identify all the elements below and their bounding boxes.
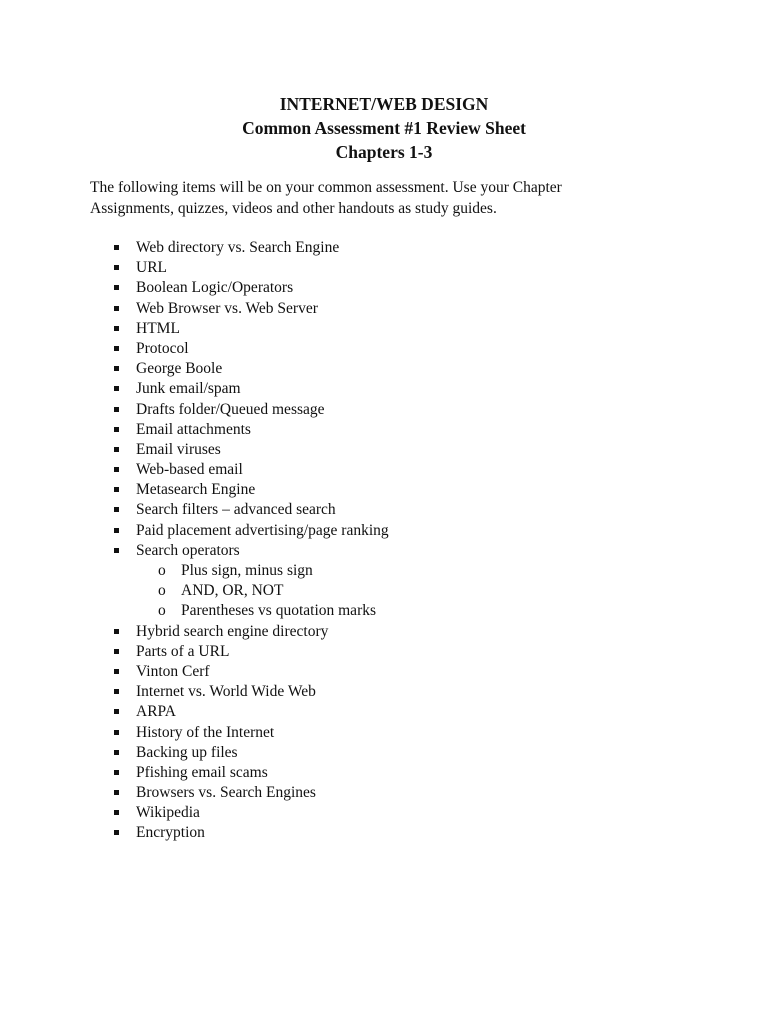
list-item [0, 379, 768, 399]
square-bullet-icon [114, 810, 119, 815]
sub-list-item [0, 601, 768, 621]
list-item [0, 541, 768, 561]
square-bullet-icon [114, 770, 119, 775]
topic-list [0, 238, 768, 844]
document-chapters: Chapters 1-3 [335, 142, 433, 162]
list-item-label: Email viruses [136, 440, 221, 458]
square-bullet-icon [114, 629, 119, 634]
square-bullet-icon [114, 245, 119, 250]
list-item-label: Web directory vs. Search Engine [136, 239, 340, 256]
list-item-label: Parentheses vs quotation marks [181, 602, 377, 620]
document-header [0, 92, 768, 164]
square-bullet-icon [114, 326, 119, 331]
square-bullet-icon [114, 750, 119, 755]
square-bullet-icon [114, 306, 119, 311]
list-item-label: Browsers vs. Search Engines [136, 784, 316, 802]
list-item [0, 763, 768, 783]
list-item-label: Web-based email [136, 461, 243, 479]
list-item [0, 420, 768, 440]
square-bullet-icon [114, 830, 119, 835]
square-bullet-icon [114, 689, 119, 694]
square-bullet-icon [114, 346, 119, 351]
square-bullet-icon [114, 528, 119, 533]
list-item-label: Hybrid search engine directory [136, 622, 329, 640]
list-item [0, 521, 768, 541]
list-item-label: Drafts folder/Queued message [136, 400, 325, 418]
list-item-label: Web Browser vs. Web Server [136, 299, 318, 317]
list-item [0, 339, 768, 359]
list-item-label: Encryption [136, 824, 205, 842]
square-bullet-icon [114, 366, 119, 371]
list-item-label: Wikipedia [136, 804, 200, 822]
list-item-label: Junk email/spam [136, 380, 241, 398]
square-bullet-icon [114, 709, 119, 714]
square-bullet-icon [114, 285, 119, 290]
list-item-label: Internet vs. World Wide Web [136, 683, 316, 701]
square-bullet-icon [114, 447, 119, 452]
list-item [0, 662, 768, 682]
list-item [0, 682, 768, 702]
list-item-label: George Boole [136, 360, 223, 378]
square-bullet-icon [114, 669, 119, 674]
circle-bullet-icon: o [158, 562, 166, 579]
list-item [0, 480, 768, 500]
list-item-label: AND, OR, NOT [181, 582, 284, 600]
intro-paragraph [90, 177, 690, 219]
square-bullet-icon [114, 487, 119, 492]
list-item [0, 622, 768, 642]
list-item-label: URL [136, 259, 167, 277]
list-item [0, 500, 768, 520]
list-item-label: Plus sign, minus sign [181, 562, 313, 579]
list-item-label: Search operators [136, 541, 240, 559]
list-item [0, 723, 768, 743]
square-bullet-icon [114, 407, 119, 412]
list-item [0, 400, 768, 420]
list-item-label: HTML [136, 319, 180, 337]
square-bullet-icon [114, 386, 119, 391]
list-item-label: Pfishing email scams [136, 763, 268, 781]
list-item-label: Protocol [136, 339, 189, 357]
square-bullet-icon [114, 265, 119, 270]
square-bullet-icon [114, 427, 119, 432]
list-item [0, 440, 768, 460]
sub-list-item [0, 561, 768, 581]
list-item [0, 278, 768, 298]
list-item [0, 258, 768, 278]
document-subtitle: Common Assessment #1 Review Sheet [242, 118, 526, 138]
intro-line-1: The following items will be on your common assessment. Use your Chapter [90, 179, 562, 196]
list-item-label: Vinton Cerf [136, 662, 210, 680]
list-item-label: Search filters – advanced search [136, 501, 336, 519]
list-item [0, 460, 768, 480]
list-item-label: Boolean Logic/Operators [136, 279, 294, 297]
square-bullet-icon [114, 790, 119, 795]
square-bullet-icon [114, 730, 119, 735]
square-bullet-icon [114, 649, 119, 654]
list-item [0, 783, 768, 803]
circle-bullet-icon: o [158, 602, 166, 620]
document-title: INTERNET/WEB DESIGN [279, 94, 489, 114]
list-item-label: Backing up files [136, 743, 238, 761]
list-item [0, 238, 768, 258]
square-bullet-icon [114, 507, 119, 512]
list-item-label: Email attachments [136, 420, 251, 438]
list-item-label: Paid placement advertising/page ranking [136, 521, 389, 539]
list-item [0, 702, 768, 722]
circle-bullet-icon: o [158, 582, 166, 600]
list-item-label: ARPA [136, 703, 176, 721]
list-item-label: History of the Internet [136, 723, 275, 741]
list-item [0, 299, 768, 319]
list-item [0, 642, 768, 662]
list-item [0, 823, 768, 843]
list-item [0, 803, 768, 823]
list-item-label: Metasearch Engine [136, 481, 256, 499]
square-bullet-icon [114, 467, 119, 472]
sub-list-item [0, 581, 768, 601]
square-bullet-icon [114, 548, 119, 553]
list-item [0, 319, 768, 339]
list-item [0, 359, 768, 379]
intro-line-2: Assignments, quizzes, videos and other handouts as study guides. [90, 200, 497, 217]
list-item-label: Parts of a URL [136, 642, 230, 660]
list-item [0, 743, 768, 763]
